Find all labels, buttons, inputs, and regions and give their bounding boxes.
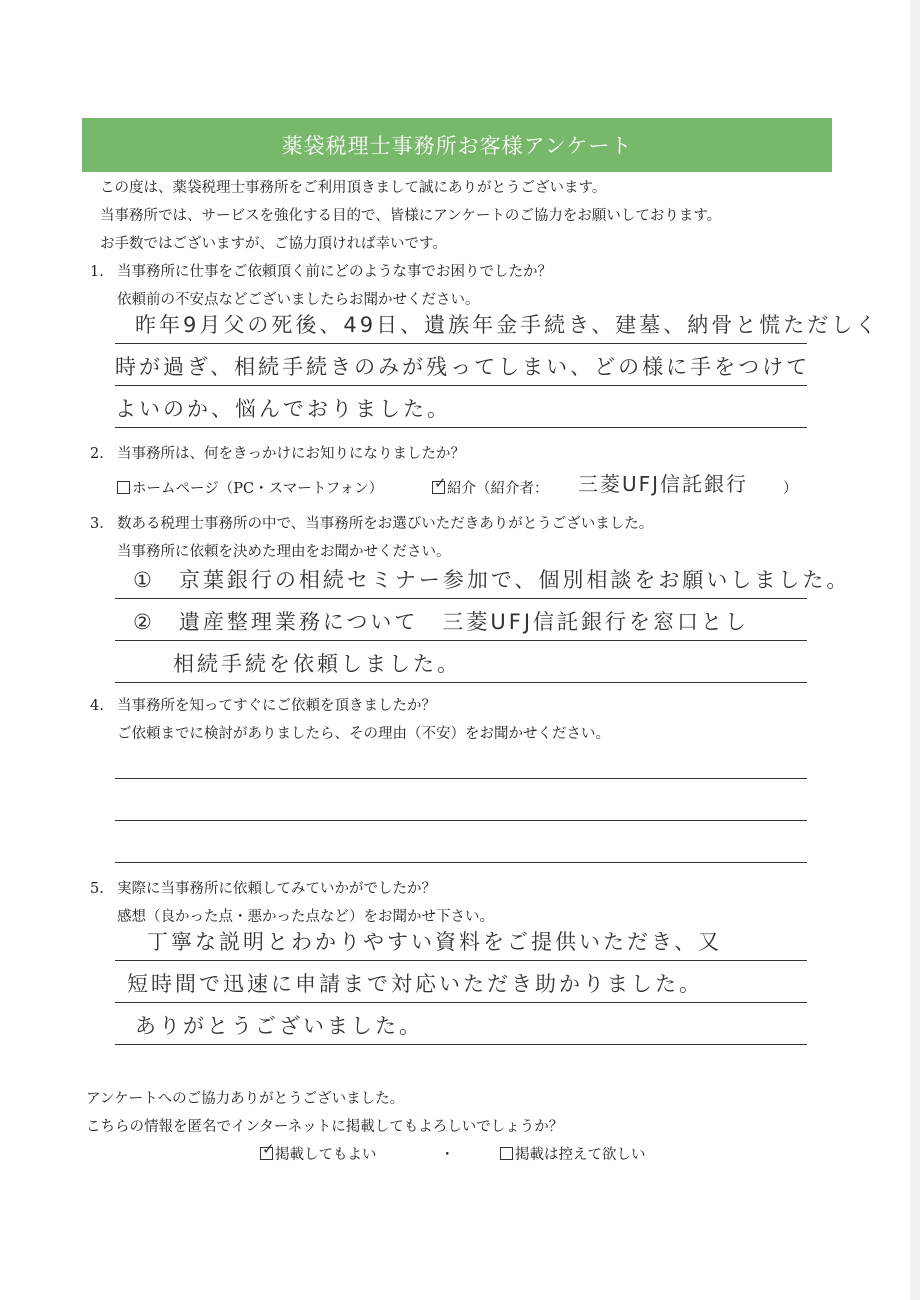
q4-subtext: ご依頼までに検討がありましたら、その理由（不安）をお聞かせください。 bbox=[117, 726, 610, 742]
consent-ng-label: 掲載は控えて欲しい bbox=[515, 1147, 646, 1163]
consent-separator: ・ bbox=[440, 1147, 455, 1163]
q4-number: 4. bbox=[90, 698, 104, 714]
q1-answer-line-1[interactable] bbox=[115, 303, 880, 344]
q4-answer-line-2[interactable] bbox=[115, 780, 807, 821]
q2-question: 当事務所は、何をきっかけにお知りになりましたか？ bbox=[117, 446, 465, 462]
q5-answer-line-3[interactable] bbox=[115, 1004, 807, 1045]
q5-number: 5. bbox=[90, 881, 104, 897]
q2-option-introduction[interactable] bbox=[432, 479, 549, 499]
q3-question: 数ある税理士事務所の中で、当事務所をお選びいただきありがとうございました。 bbox=[117, 516, 654, 532]
q1-subtext: 依頼前の不安点などございましたらお聞かせください。 bbox=[117, 292, 480, 308]
q3-number: 3. bbox=[90, 516, 104, 532]
q4-question: 当事務所を知ってすぐにご依頼を頂きましたか？ bbox=[117, 698, 436, 714]
homepage-label: ホームページ（PC・スマートフォン） bbox=[132, 481, 384, 497]
q2-close-paren: ） bbox=[783, 481, 798, 497]
q5-answer-line-2[interactable] bbox=[115, 962, 807, 1003]
intro-line-1: この度は、薬袋税理士事務所をご利用頂きまして誠にありがとうございます。 bbox=[100, 180, 607, 196]
q3-answer-line-3[interactable] bbox=[115, 642, 807, 683]
q1-answer-line-3[interactable] bbox=[115, 387, 807, 428]
q1-answer-text-3: よいのか、悩んでおりました。 bbox=[115, 397, 451, 421]
q2-option-homepage[interactable] bbox=[117, 479, 383, 499]
q4-answer-line-1[interactable] bbox=[115, 738, 807, 779]
q1-answer-text-2: 時が過ぎ、相続手続きのみが残ってしまい、どの様に手をつけて bbox=[115, 355, 811, 379]
introducer-name[interactable]: 三菱UFJ信託銀行 bbox=[578, 472, 749, 496]
q1-answer-text-1: 昨年9月父の死後、49日、遺族年金手続き、建墓、納骨と慌ただしく bbox=[135, 313, 880, 337]
consent-option-ng[interactable] bbox=[500, 1145, 646, 1165]
q3-answer-text-3: 相続手続を依頼しました。 bbox=[173, 652, 461, 676]
q3-subtext: 当事務所に依頼を決めた理由をお聞かせください。 bbox=[117, 544, 451, 560]
q3-answer-text-2: ② 遺産整理業務について 三菱UFJ信託銀行を窓口とし bbox=[133, 610, 750, 634]
q5-answer-text-3: ありがとうございました。 bbox=[135, 1014, 423, 1038]
survey-title: 薬袋税理士事務所お客様アンケート bbox=[82, 118, 832, 172]
q4-answer-line-3[interactable] bbox=[115, 822, 807, 863]
consent-ng-checkbox[interactable] bbox=[500, 1147, 513, 1160]
q5-question: 実際に当事務所に依頼してみていかがでしたか？ bbox=[117, 881, 436, 897]
consent-option-ok[interactable] bbox=[260, 1145, 377, 1165]
closing-question: こちらの情報を匿名でインターネットに掲載してもよろしいでしょうか？ bbox=[86, 1119, 564, 1135]
introduction-label: 紹介（紹介者： bbox=[447, 481, 549, 497]
q1-answer-line-2[interactable] bbox=[115, 345, 811, 386]
consent-ok-checkbox[interactable] bbox=[260, 1147, 273, 1160]
introduction-checkbox[interactable] bbox=[432, 481, 445, 494]
intro-line-3: お手数ではございますが、ご協力頂ければ幸いです。 bbox=[100, 236, 447, 252]
q3-answer-line-1[interactable] bbox=[115, 558, 851, 599]
homepage-checkbox[interactable] bbox=[117, 481, 130, 494]
q5-answer-text-1: 丁寧な説明とわかりやすい資料をご提供いただき、又 bbox=[147, 930, 723, 954]
q2-number: 2. bbox=[90, 446, 104, 462]
q5-answer-text-2: 短時間で迅速に申請まで対応いただき助かりました。 bbox=[127, 972, 703, 996]
q1-number: 1. bbox=[90, 264, 104, 280]
intro-line-2: 当事務所では、サービスを強化する目的で、皆様にアンケートのご協力をお願いしております。 bbox=[100, 208, 722, 224]
consent-ok-label: 掲載してもよい bbox=[275, 1147, 377, 1163]
q3-answer-text-1: ① 京葉銀行の相続セミナー参加で、個別相談をお願いしました。 bbox=[133, 568, 851, 592]
q3-answer-line-2[interactable] bbox=[115, 600, 807, 641]
q5-answer-line-1[interactable] bbox=[115, 920, 807, 961]
scan-edge bbox=[910, 0, 920, 1300]
q5-subtext: 感想（良かった点・悪かった点など）をお聞かせ下さい。 bbox=[117, 909, 494, 925]
q1-question: 当事務所に仕事をご依頼頂く前にどのような事でお困りでしたか？ bbox=[117, 264, 552, 280]
closing-thanks: アンケートへのご協力ありがとうございました。 bbox=[86, 1091, 405, 1107]
